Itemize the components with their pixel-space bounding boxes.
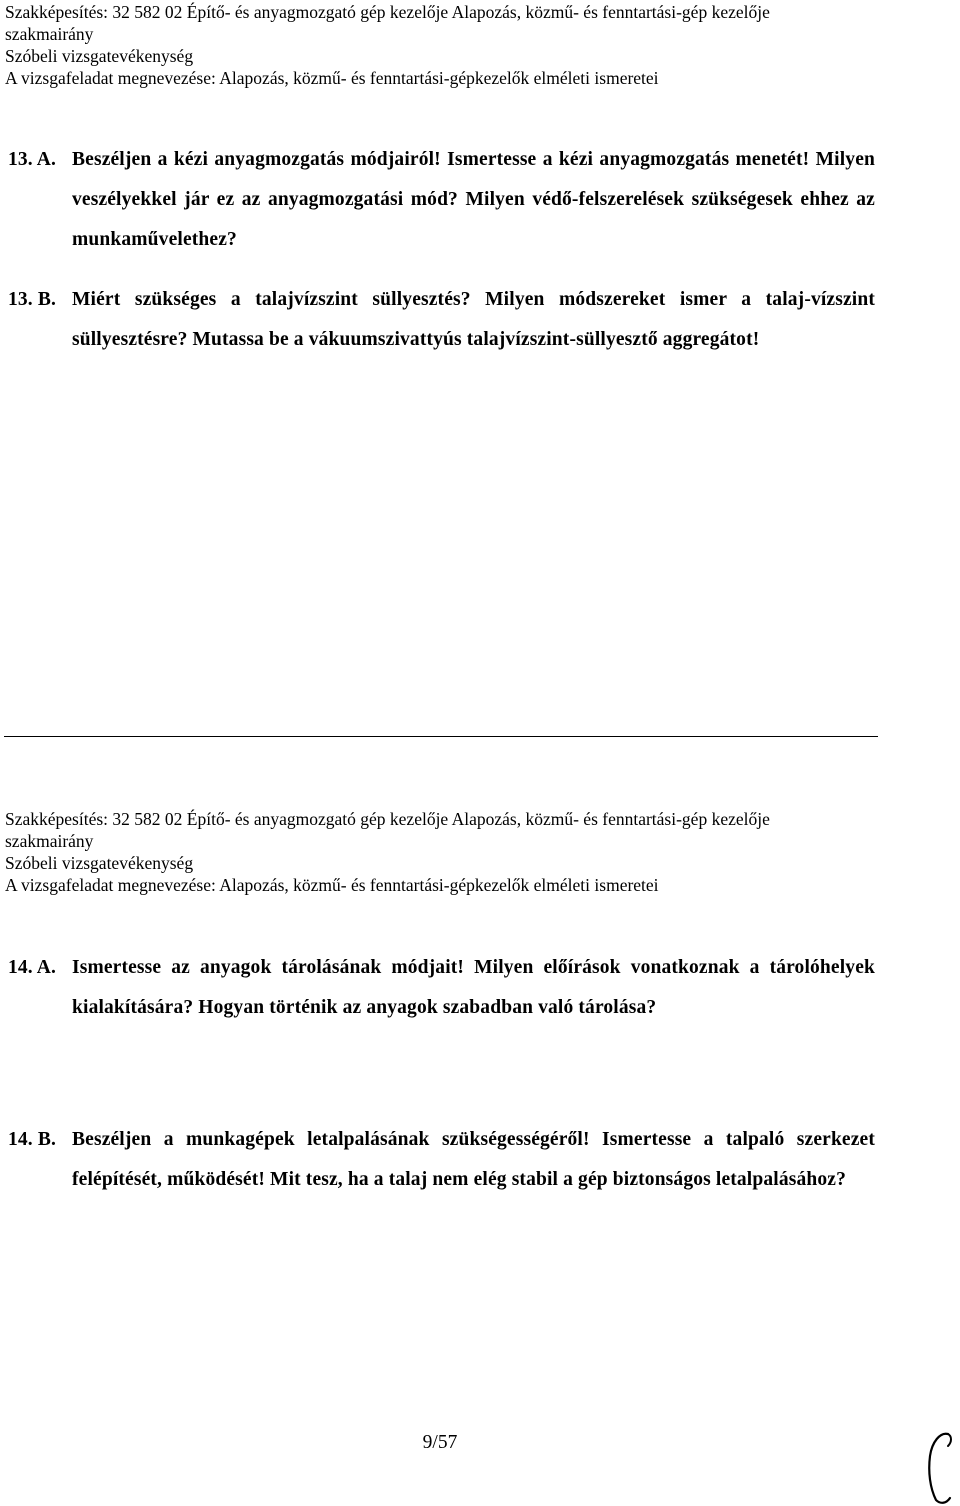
page-number: 9/57 (422, 1432, 458, 1453)
header-exam-type: Szóbeli vizsgatevékenység (5, 46, 194, 66)
question-text: Beszéljen a kézi anyagmozgatás módjairól! Ismertesse a kézi anyagmozgatás menetét! Milyen veszélyekkel jár ez az anyagmozgatási mód? Milyen védő-felszerelések szükségesek ehhez az munkaművelethez? (72, 149, 875, 250)
header-task-name: A vizsgafeladat megnevezése: Alapozás, közmű- és fenntartási-gépkezelők elméleti ismeretei (5, 68, 659, 88)
page-header (5, 808, 885, 896)
page-separator-rule (4, 736, 878, 737)
header-specialization: szakmairány (5, 24, 94, 44)
question-13b (8, 280, 875, 360)
header-task-name: A vizsgafeladat megnevezése: Alapozás, közmű- és fenntartási-gépkezelők elméleti ismeretei (5, 875, 659, 895)
question-text: Beszéljen a munkagépek letalpalásának szükségességéről! Ismertesse a talpaló szerkezet felépítését, működését! Mit tesz, ha a talaj nem elég stabil a gép biztonságos letalpalásához? (72, 1129, 875, 1190)
question-number: 14. A. (8, 957, 57, 978)
question-text: Ismertesse az anyagok tárolásának módjait! Milyen előírások vonatkoznak a tárolóhelyek kialakítására? Hogyan történik az anyagok szabadban való tárolása? (72, 957, 875, 1018)
signature-mark (918, 1428, 958, 1506)
question-14b (8, 1120, 875, 1200)
header-qualification: Szakképesítés: 32 582 02 Építő- és anyagmozgató gép kezelője Alapozás, közmű- és fenntartási-gép kezelője (5, 2, 770, 22)
question-text: Miért szükséges a talajvízszint süllyesztés? Milyen módszereket ismer a talaj-vízszint süllyesztésre? Mutassa be a vákuumszivattyús talajvízszint-süllyesztő aggregátot! (72, 289, 875, 350)
question-number: 14. B. (8, 1129, 57, 1150)
header-exam-type: Szóbeli vizsgatevékenység (5, 853, 194, 873)
question-number: 13. A. (8, 149, 57, 170)
header-qualification: Szakképesítés: 32 582 02 Építő- és anyagmozgató gép kezelője Alapozás, közmű- és fenntartási-gép kezelője (5, 809, 770, 829)
page-header (5, 1, 885, 89)
question-number: 13. B. (8, 289, 57, 310)
question-13a (8, 140, 875, 260)
header-specialization: szakmairány (5, 831, 94, 851)
question-14a (8, 948, 875, 1028)
